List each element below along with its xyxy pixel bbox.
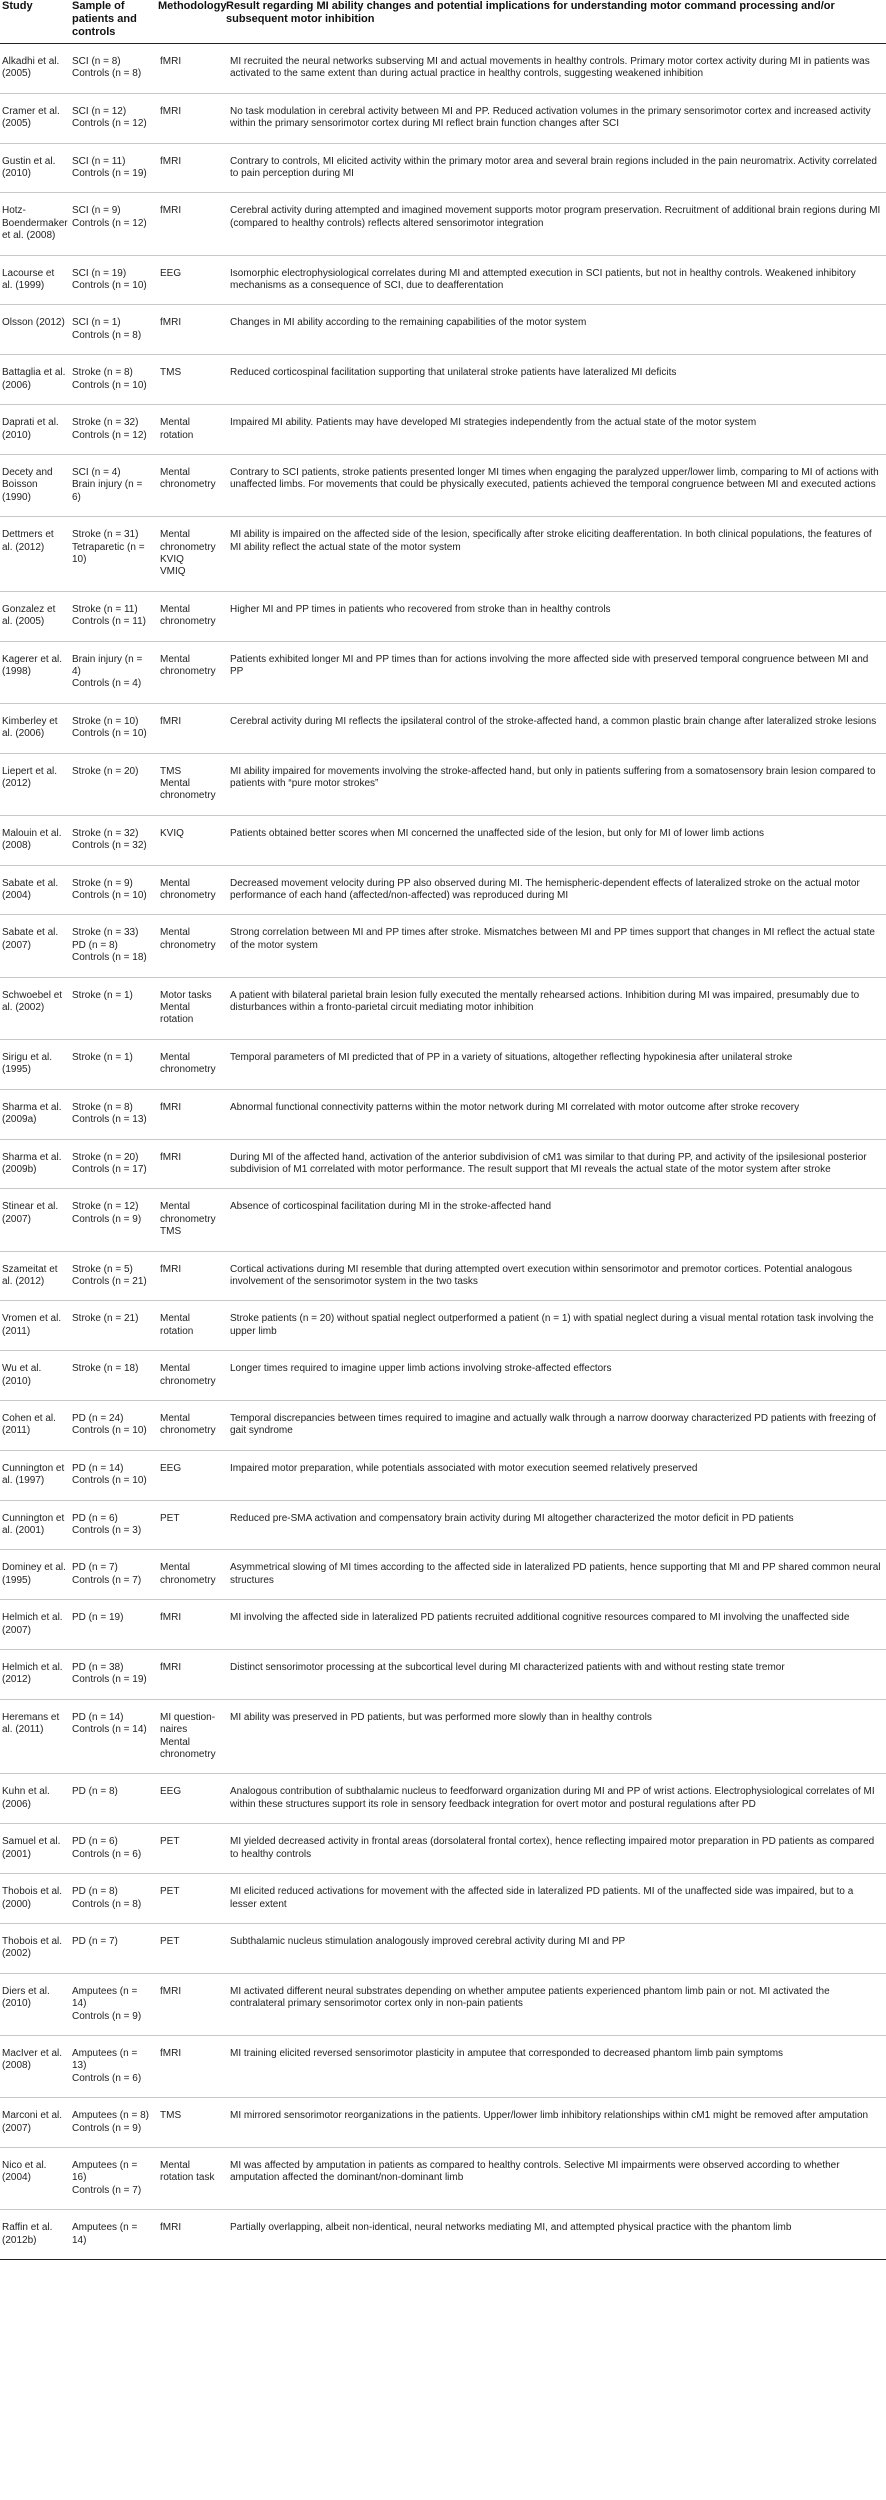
result-cell: Reduced pre-SMA activation and compensatory brain activity during MI altogether characterized the motor deficit in PD patients — [224, 1500, 886, 1550]
result-cell: MI ability is impaired on the affected side of the lesion, specifically after stroke eliciting deafferentation. In both clinical populations, the features of MI ability reflect the actual state of the motor system — [224, 517, 886, 592]
methodology-cell: TMS — [156, 2098, 224, 2148]
sample-cell: Stroke (n = 18) — [70, 1351, 156, 1401]
table-row — [0, 815, 886, 865]
study-cell: Thobois et al. (2000) — [0, 1874, 70, 1924]
methodology-cell: fMRI — [156, 1251, 224, 1301]
study-cell: Sharma et al. (2009a) — [0, 1089, 70, 1139]
table-row — [0, 1650, 886, 1700]
table-row — [0, 305, 886, 355]
table-row — [0, 143, 886, 193]
study-cell: Heremans et al. (2011) — [0, 1699, 70, 1774]
table-row — [0, 454, 886, 516]
result-cell: Subthalamic nucleus stimulation analogously improved cerebral activity during MI and PP — [224, 1923, 886, 1973]
study-cell: Szameitat et al. (2012) — [0, 1251, 70, 1301]
study-cell: Kuhn et al. (2006) — [0, 1774, 70, 1824]
methodology-cell: fMRI — [156, 1139, 224, 1189]
study-cell: Kimberley et al. (2006) — [0, 703, 70, 753]
sample-cell: PD (n = 19) — [70, 1600, 156, 1650]
methodology-cell: EEG — [156, 255, 224, 305]
study-cell: Nico et al. (2004) — [0, 2147, 70, 2209]
result-cell: Partially overlapping, albeit non-identical, neural networks mediating MI, and attempted physical practice with the phantom limb — [224, 2210, 886, 2260]
study-cell: Dettmers et al. (2012) — [0, 517, 70, 592]
sample-cell: Stroke (n = 8) Controls (n = 13) — [70, 1089, 156, 1139]
sample-cell: Brain injury (n = 4) Controls (n = 4) — [70, 641, 156, 703]
result-cell: MI yielded decreased activity in frontal areas (dorsolateral frontal cortex), hence reflecting impaired motor preparation in PD patients as compared to healthy controls — [224, 1824, 886, 1874]
table-row — [0, 1824, 886, 1874]
study-cell: Kagerer et al. (1998) — [0, 641, 70, 703]
sample-cell: Stroke (n = 9) Controls (n = 10) — [70, 865, 156, 915]
result-cell: Isomorphic electrophysiological correlates during MI and attempted execution in SCI patients, but not in healthy controls. Weakened inhibitory mechanisms as a consequence of SCI, due to deafferentation — [224, 255, 886, 305]
sample-cell: Stroke (n = 8) Controls (n = 10) — [70, 355, 156, 405]
result-cell: Cortical activations during MI resemble that during attempted overt execution within sensorimotor and premotor cortices. Potential analogous involvement of the sensorimotor system in the two tasks — [224, 1251, 886, 1301]
result-cell: Changes in MI ability according to the remaining capabilities of the motor system — [224, 305, 886, 355]
sample-cell: Stroke (n = 1) — [70, 1039, 156, 1089]
table-row — [0, 2147, 886, 2209]
result-cell: MI ability was preserved in PD patients, but was performed more slowly than in healthy controls — [224, 1699, 886, 1774]
result-cell: Contrary to controls, MI elicited activity within the primary motor area and several brain regions included in the pain neuromatrix. Activity correlated to pain perception during MI — [224, 143, 886, 193]
result-cell: Stroke patients (n = 20) without spatial neglect outperformed a patient (n = 1) with spatial neglect during a visual mental rotation task involving the upper limb — [224, 1301, 886, 1351]
study-cell: Thobois et al. (2002) — [0, 1923, 70, 1973]
study-cell: Malouin et al. (2008) — [0, 815, 70, 865]
study-cell: Cramer et al. (2005) — [0, 93, 70, 143]
methodology-cell: KVIQ — [156, 815, 224, 865]
methodology-cell: TMS Mental chronometry — [156, 753, 224, 815]
sample-cell: Stroke (n = 5) Controls (n = 21) — [70, 1251, 156, 1301]
table-row — [0, 977, 886, 1039]
study-cell: Hotz-Boendermaker et al. (2008) — [0, 193, 70, 255]
study-cell: Olsson (2012) — [0, 305, 70, 355]
result-cell: Decreased movement velocity during PP also observed during MI. The hemispheric-dependent effects of lateralized stroke on the actual motor performance of each hand (affected/non-affected) was reproduced during MI — [224, 865, 886, 915]
study-cell: Marconi et al. (2007) — [0, 2098, 70, 2148]
table-row — [0, 1251, 886, 1301]
methodology-cell: Mental chronometry — [156, 1351, 224, 1401]
result-cell: MI recruited the neural networks subserving MI and actual movements in healthy controls. Primary motor cortex activity during MI in patients was activated to the same extent than during actual practice in healthy controls, suggesting weakened inhibition — [224, 44, 886, 94]
study-cell: Decety and Boisson (1990) — [0, 454, 70, 516]
header-study: Study — [0, 0, 70, 44]
table-row — [0, 1774, 886, 1824]
sample-cell: Amputees (n = 13) Controls (n = 6) — [70, 2035, 156, 2097]
study-cell: Dominey et al. (1995) — [0, 1550, 70, 1600]
table-row — [0, 517, 886, 592]
sample-cell: PD (n = 6) Controls (n = 3) — [70, 1500, 156, 1550]
result-cell: Distinct sensorimotor processing at the subcortical level during MI characterized patients with and without resting state tremor — [224, 1650, 886, 1700]
sample-cell: SCI (n = 12) Controls (n = 12) — [70, 93, 156, 143]
result-cell: Patients obtained better scores when MI concerned the unaffected side of the lesion, but only for MI of lower limb actions — [224, 815, 886, 865]
methodology-cell: fMRI — [156, 2035, 224, 2097]
study-cell: Schwoebel et al. (2002) — [0, 977, 70, 1039]
sample-cell: SCI (n = 4) Brain injury (n = 6) — [70, 454, 156, 516]
methodology-cell: fMRI — [156, 143, 224, 193]
methodology-cell: Mental rotation — [156, 405, 224, 455]
result-cell: No task modulation in cerebral activity between MI and PP. Reduced activation volumes in the primary sensorimotor cortex and increased activity within the primary sensorimotor cortex during MI reflect brain function changes after SCI — [224, 93, 886, 143]
table-row — [0, 1973, 886, 2035]
sample-cell: Stroke (n = 32) Controls (n = 32) — [70, 815, 156, 865]
result-cell: Asymmetrical slowing of MI times according to the affected side in lateralized PD patients, hence supporting that MI and PP shared common neural structures — [224, 1550, 886, 1600]
study-cell: MacIver et al. (2008) — [0, 2035, 70, 2097]
sample-cell: Stroke (n = 21) — [70, 1301, 156, 1351]
table-row — [0, 1500, 886, 1550]
methodology-cell: fMRI — [156, 305, 224, 355]
methodology-cell: PET — [156, 1500, 224, 1550]
table-row — [0, 703, 886, 753]
sample-cell: Stroke (n = 33) PD (n = 8) Controls (n = 18) — [70, 915, 156, 977]
header-sample: Sample of patients and controls — [70, 0, 156, 44]
table-row — [0, 2035, 886, 2097]
table-row — [0, 1089, 886, 1139]
study-cell: Liepert et al. (2012) — [0, 753, 70, 815]
methodology-cell: fMRI — [156, 703, 224, 753]
sample-cell: PD (n = 8) Controls (n = 8) — [70, 1874, 156, 1924]
methodology-cell: PET — [156, 1874, 224, 1924]
result-cell: Strong correlation between MI and PP times after stroke. Mismatches between MI and PP times support that changes in MI reflect the actual state of the motor system — [224, 915, 886, 977]
study-cell: Sabate et al. (2004) — [0, 865, 70, 915]
study-cell: Battaglia et al. (2006) — [0, 355, 70, 405]
methodology-cell: fMRI — [156, 1600, 224, 1650]
result-cell: Cerebral activity during attempted and imagined movement supports motor program preservation. Recruitment of additional brain regions during MI (compared to healthy controls) reflects altered sensorimotor integration — [224, 193, 886, 255]
methodology-cell: fMRI — [156, 2210, 224, 2260]
result-cell: Analogous contribution of subthalamic nucleus to feedforward organization during MI and PP of wrist actions. Electrophysiological correlates of MI within these structures support its role in sensory feedback integration for overt motor and postural regulations after PD — [224, 1774, 886, 1824]
methodology-cell: fMRI — [156, 1089, 224, 1139]
table-row — [0, 1301, 886, 1351]
sample-cell: PD (n = 14) Controls (n = 10) — [70, 1450, 156, 1500]
methodology-cell: Mental chronometry KVIQ VMIQ — [156, 517, 224, 592]
table-row — [0, 2098, 886, 2148]
sample-cell: Stroke (n = 1) — [70, 977, 156, 1039]
table-row — [0, 44, 886, 94]
study-cell: Daprati et al. (2010) — [0, 405, 70, 455]
methodology-cell: Mental rotation task — [156, 2147, 224, 2209]
methodology-cell: EEG — [156, 1774, 224, 1824]
sample-cell: Amputees (n = 16) Controls (n = 7) — [70, 2147, 156, 2209]
study-cell: Raffin et al. (2012b) — [0, 2210, 70, 2260]
sample-cell: SCI (n = 11) Controls (n = 19) — [70, 143, 156, 193]
table-row — [0, 1139, 886, 1189]
table-row — [0, 1699, 886, 1774]
methodology-cell: Mental chronometry — [156, 865, 224, 915]
sample-cell: Amputees (n = 8) Controls (n = 9) — [70, 2098, 156, 2148]
methodology-cell: Mental chronometry — [156, 591, 224, 641]
sample-cell: SCI (n = 9) Controls (n = 12) — [70, 193, 156, 255]
methodology-cell: EEG — [156, 1450, 224, 1500]
methodology-cell: Mental chronometry TMS — [156, 1189, 224, 1251]
sample-cell: PD (n = 7) — [70, 1923, 156, 1973]
study-cell: Cohen et al. (2011) — [0, 1400, 70, 1450]
table-row — [0, 1351, 886, 1401]
table-row — [0, 93, 886, 143]
sample-cell: PD (n = 7) Controls (n = 7) — [70, 1550, 156, 1600]
result-cell: Higher MI and PP times in patients who recovered from stroke than in healthy controls — [224, 591, 886, 641]
result-cell: MI activated different neural substrates depending on whether amputee patients experienced phantom limb pain or not. MI activated the contralateral primary sensorimotor cortex only in non-pain patients — [224, 1973, 886, 2035]
methodology-cell: MI question-naires Mental chronometry — [156, 1699, 224, 1774]
result-cell: Temporal parameters of MI predicted that of PP in a variety of situations, altogether reflecting hypokinesia after unilateral stroke — [224, 1039, 886, 1089]
methodology-cell: Mental chronometry — [156, 1550, 224, 1600]
sample-cell: Stroke (n = 32) Controls (n = 12) — [70, 405, 156, 455]
table-row — [0, 865, 886, 915]
result-cell: MI ability impaired for movements involving the stroke-affected hand, but only in patients suffering from a somatosensory brain lesion compared to patients with “pure motor strokes” — [224, 753, 886, 815]
sample-cell: Amputees (n = 14) Controls (n = 9) — [70, 1973, 156, 2035]
study-cell: Sharma et al. (2009b) — [0, 1139, 70, 1189]
result-cell: Cerebral activity during MI reflects the ipsilateral control of the stroke-affected hand, a common plastic brain change after lateralized stroke lesions — [224, 703, 886, 753]
table-row — [0, 1400, 886, 1450]
methodology-cell: fMRI — [156, 1973, 224, 2035]
table-row — [0, 641, 886, 703]
study-cell: Gustin et al. (2010) — [0, 143, 70, 193]
study-cell: Wu et al. (2010) — [0, 1351, 70, 1401]
result-cell: MI training elicited reversed sensorimotor plasticity in amputee that corresponded to decreased phantom limb pain symptoms — [224, 2035, 886, 2097]
sample-cell: Stroke (n = 11) Controls (n = 11) — [70, 591, 156, 641]
result-cell: MI was affected by amputation in patients as compared to healthy controls. Selective MI impairments were observed according to whether amputation affected the dominant/non-dominant limb — [224, 2147, 886, 2209]
methodology-cell: Motor tasks Mental rotation — [156, 977, 224, 1039]
result-cell: Temporal discrepancies between times required to imagine and actually walk through a narrow doorway characterized PD patients with freezing of gait syndrome — [224, 1400, 886, 1450]
result-cell: During MI of the affected hand, activation of the anterior subdivision of cM1 was similar to that during PP, and activity of the ipsilesional posterior subdivision of M1 correlated with motor performance. The result support that MI reveals the actual state of the motor system after stroke — [224, 1139, 886, 1189]
study-cell: Vromen et al. (2011) — [0, 1301, 70, 1351]
header-methodology: Methodology — [156, 0, 224, 44]
study-cell: Helmich et al. (2012) — [0, 1650, 70, 1700]
study-cell: Cunnington et al. (1997) — [0, 1450, 70, 1500]
methodology-cell: Mental chronometry — [156, 641, 224, 703]
sample-cell: SCI (n = 8) Controls (n = 8) — [70, 44, 156, 94]
sample-cell: PD (n = 6) Controls (n = 6) — [70, 1824, 156, 1874]
study-cell: Sirigu et al. (1995) — [0, 1039, 70, 1089]
study-cell: Lacourse et al. (1999) — [0, 255, 70, 305]
sample-cell: PD (n = 14) Controls (n = 14) — [70, 1699, 156, 1774]
methodology-cell: fMRI — [156, 44, 224, 94]
header-result: Result regarding MI ability changes and potential implications for understanding motor command processing and/or subsequent motor inhibition — [224, 0, 886, 44]
study-cell: Diers et al. (2010) — [0, 1973, 70, 2035]
sample-cell: Stroke (n = 20) — [70, 753, 156, 815]
sample-cell: Amputees (n = 14) — [70, 2210, 156, 2260]
result-cell: Patients exhibited longer MI and PP times than for actions involving the more affected side with preserved temporal congruence between MI and PP — [224, 641, 886, 703]
table-row — [0, 915, 886, 977]
study-cell: Alkadhi et al. (2005) — [0, 44, 70, 94]
study-cell: Samuel et al. (2001) — [0, 1824, 70, 1874]
result-cell: MI involving the affected side in lateralized PD patients recruited additional cognitive resources compared to MI involving the unaffected side — [224, 1600, 886, 1650]
table-row — [0, 1450, 886, 1500]
table-row — [0, 1550, 886, 1600]
sample-cell: Stroke (n = 20) Controls (n = 17) — [70, 1139, 156, 1189]
study-cell: Sabate et al. (2007) — [0, 915, 70, 977]
methodology-cell: PET — [156, 1824, 224, 1874]
methodology-cell: Mental chronometry — [156, 454, 224, 516]
table-row — [0, 1600, 886, 1650]
methodology-cell: fMRI — [156, 1650, 224, 1700]
table-row — [0, 405, 886, 455]
table-row — [0, 1039, 886, 1089]
sample-cell: Stroke (n = 10) Controls (n = 10) — [70, 703, 156, 753]
result-cell: Impaired motor preparation, while potentials associated with motor execution seemed relatively preserved — [224, 1450, 886, 1500]
table-row — [0, 591, 886, 641]
result-cell: Impaired MI ability. Patients may have developed MI strategies independently from the actual state of the motor system — [224, 405, 886, 455]
result-cell: Longer times required to imagine upper limb actions involving stroke-affected effectors — [224, 1351, 886, 1401]
table-row — [0, 355, 886, 405]
study-cell: Stinear et al. (2007) — [0, 1189, 70, 1251]
table-row — [0, 753, 886, 815]
result-cell: Absence of corticospinal facilitation during MI in the stroke-affected hand — [224, 1189, 886, 1251]
methodology-cell: Mental chronometry — [156, 1039, 224, 1089]
sample-cell: PD (n = 38) Controls (n = 19) — [70, 1650, 156, 1700]
sample-cell: SCI (n = 1) Controls (n = 8) — [70, 305, 156, 355]
result-cell: Reduced corticospinal facilitation supporting that unilateral stroke patients have lateralized MI deficits — [224, 355, 886, 405]
study-cell: Helmich et al. (2007) — [0, 1600, 70, 1650]
result-cell: MI elicited reduced activations for movement with the affected side in lateralized PD patients. MI of the unaffected side was impaired, but to a lesser extent — [224, 1874, 886, 1924]
methodology-cell: fMRI — [156, 93, 224, 143]
table-body — [0, 44, 886, 2260]
sample-cell: SCI (n = 19) Controls (n = 10) — [70, 255, 156, 305]
sample-cell: Stroke (n = 31) Tetraparetic (n = 10) — [70, 517, 156, 592]
study-cell: Gonzalez et al. (2005) — [0, 591, 70, 641]
result-cell: Abnormal functional connectivity patterns within the motor network during MI correlated with motor outcome after stroke recovery — [224, 1089, 886, 1139]
table-row — [0, 255, 886, 305]
study-cell: Cunnington et al. (2001) — [0, 1500, 70, 1550]
sample-cell: Stroke (n = 12) Controls (n = 9) — [70, 1189, 156, 1251]
result-cell: Contrary to SCI patients, stroke patients presented longer MI times when engaging the paralyzed upper/lower limb, comparing to MI of actions with unaffected limbs. For movements that could be physically executed, patients achieved the temporal congruence between MI and executed actions — [224, 454, 886, 516]
sample-cell: PD (n = 24) Controls (n = 10) — [70, 1400, 156, 1450]
table-row — [0, 1874, 886, 1924]
methodology-cell: Mental chronometry — [156, 915, 224, 977]
methodology-cell: PET — [156, 1923, 224, 1973]
methodology-cell: Mental chronometry — [156, 1400, 224, 1450]
methodology-cell: TMS — [156, 355, 224, 405]
table-row — [0, 193, 886, 255]
table-row — [0, 2210, 886, 2260]
table-row — [0, 1923, 886, 1973]
sample-cell: PD (n = 8) — [70, 1774, 156, 1824]
table-row — [0, 1189, 886, 1251]
table-header — [0, 0, 886, 44]
result-cell: A patient with bilateral parietal brain lesion fully executed the mentally rehearsed actions. Inhibition during MI was impaired, presumably due to disturbances within a fronto-parietal circuit mediating motor inhibition — [224, 977, 886, 1039]
methodology-cell: fMRI — [156, 193, 224, 255]
result-cell: MI mirrored sensorimotor reorganizations in the patients. Upper/lower limb inhibitory relationships within cM1 might be removed after amputation — [224, 2098, 886, 2148]
methodology-cell: Mental rotation — [156, 1301, 224, 1351]
